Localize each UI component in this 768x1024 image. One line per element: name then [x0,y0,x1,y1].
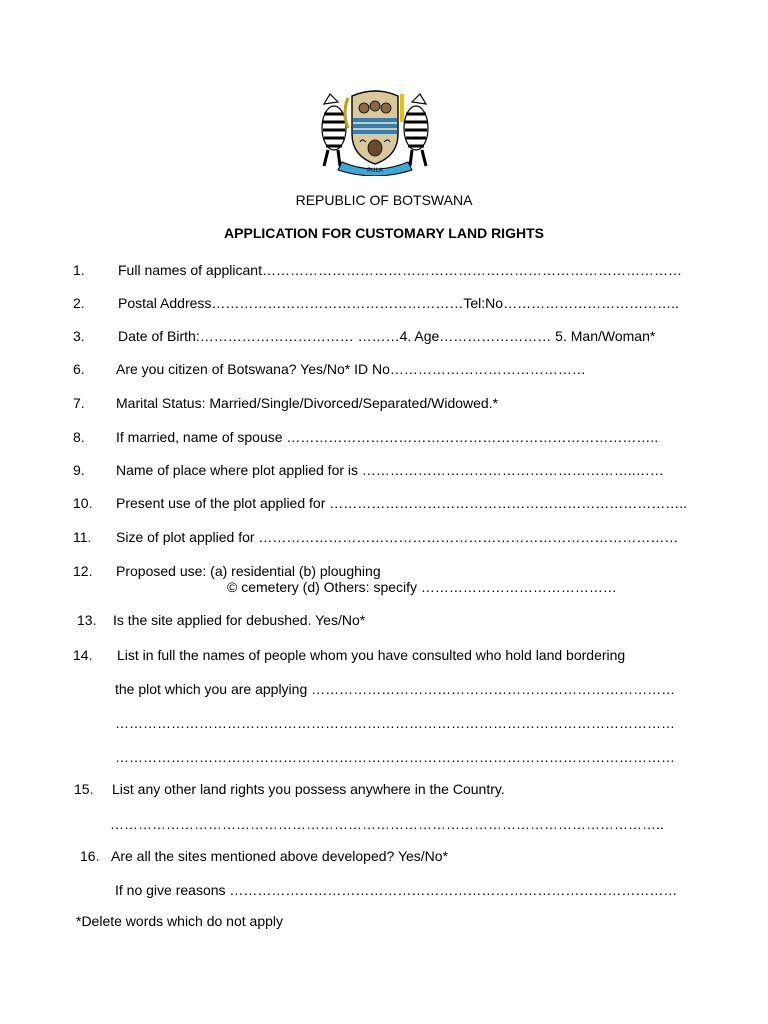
country-title: REPUBLIC OF BOTSWANA [295,192,473,208]
form-field-line: Present use of the plot applied for ………………………………………………………………….. [116,495,688,511]
form-field-line: Name of place where plot applied for is …………………………………………………..…… [116,462,664,478]
form-field-line: Date of Birth:…………………………… ………4. Age…………………… 5. Man/Woman* [118,328,656,344]
form-field-line: Marital Status: Married/Single/Divorced/Separated/Widowed.* [116,395,499,411]
form-field-line: Size of plot applied for ……………………………………………………………………………… [116,529,679,545]
item-number: 15. [74,781,94,797]
item-number: 8. [73,429,85,445]
footnote: *Delete words which do not apply [76,913,284,929]
botswana-coat-of-arms [312,84,438,176]
form-field-line: the plot which you are applying …………………………………………………………………… [115,681,676,697]
form-title: APPLICATION FOR CUSTOMARY LAND RIGHTS [224,225,544,241]
item-number: 14. [73,647,93,663]
form-field-line: © cemetery (d) Others: specify …………………………………… [227,579,617,595]
form-field-line: Are all the sites mentioned above developed? Yes/No* [111,848,449,864]
item-number: 11. [73,529,92,545]
shield [352,91,398,164]
form-field-line: List any other land rights you possess anywhere in the Country. [112,781,505,797]
crest-motto: PULA [367,168,383,174]
right-zebra [400,94,428,166]
left-zebra [322,94,346,166]
item-number: 1. [73,262,85,278]
item-number: 2. [73,295,85,311]
form-field-line: Are you citizen of Botswana? Yes/No* ID No…………………………………… [116,361,586,377]
form-field-line: ………………………………………………………………………………………………………… [115,749,675,765]
item-number: 10. [73,495,93,511]
item-number: 13. [77,612,97,628]
form-field-line: Proposed use: (a) residential (b) ploughing [116,563,381,579]
form-field-line: Full names of applicant……………………………………………………………………………… [118,262,682,278]
item-number: 9. [73,462,85,478]
form-field-line: If married, name of spouse …………………………………………………………………….. [116,429,659,445]
item-number: 16. [80,848,100,864]
form-field-line: Postal Address………………………………………………Tel:No……………………………….. [118,295,679,311]
item-number: 7. [73,395,85,411]
item-number: 12. [73,563,93,579]
form-field-line: List in full the names of people whom you have consulted who hold land bordering [117,647,626,663]
item-number: 6. [73,361,85,377]
form-field-line: ……………………………………………………………………………………………………….. [110,816,664,832]
form-field-line: Is the site applied for debushed. Yes/No* [113,612,366,628]
form-field-line: If no give reasons …………………………………………………………………………………… [115,882,678,898]
item-number: 3. [73,328,85,344]
form-field-line: ………………………………………………………………………………………………………… [115,715,675,731]
